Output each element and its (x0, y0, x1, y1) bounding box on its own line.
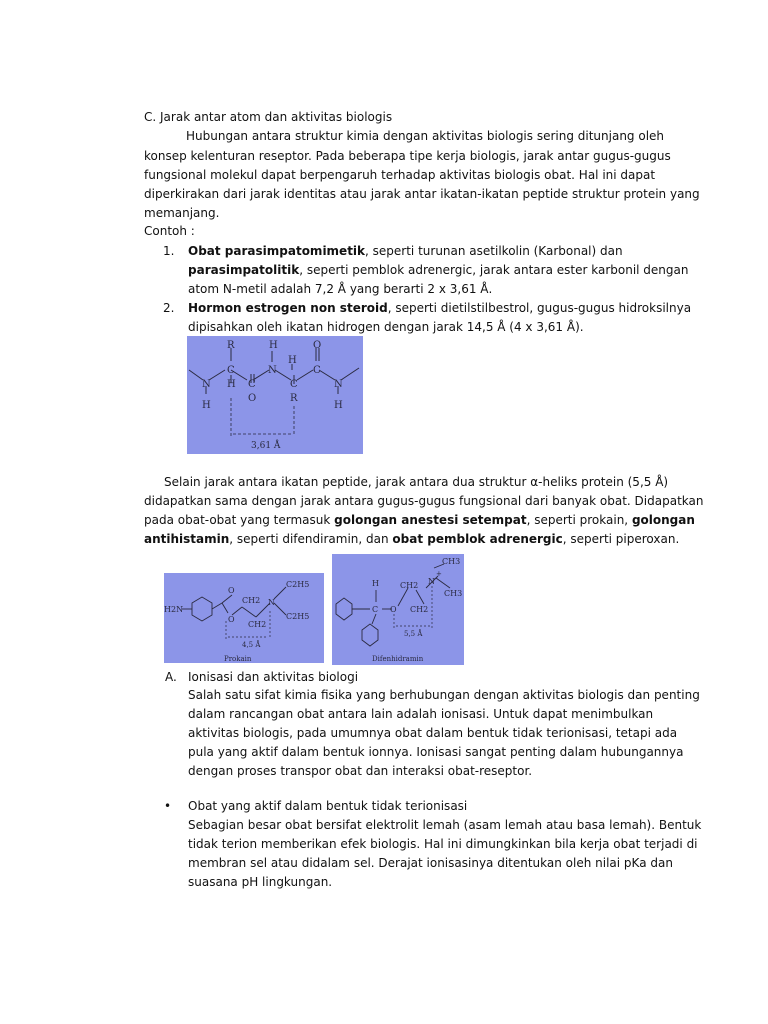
paragraph-line (144, 530, 679, 549)
figure-caption: Difenhidramin (372, 655, 424, 663)
atom-label: CH2 (248, 620, 267, 629)
atom-label: H (334, 400, 343, 411)
atom-label: H (288, 355, 297, 366)
atom-label: CH3 (442, 557, 461, 566)
charge-label: + (436, 570, 442, 578)
bold-term: golongan (631, 513, 695, 527)
distance-label: 4,5 Å (242, 641, 261, 649)
list-text: , seperti dietilstilbestrol, gugus-gugus hidroksilnya (387, 301, 692, 315)
paragraph-line: Selain jarak antara ikatan peptide, jarak antara dua struktur α-heliks protein (5,5 Å) (164, 475, 669, 489)
list-item-line (188, 261, 688, 280)
atom-label: O (228, 586, 235, 595)
atom-label: C (372, 605, 379, 614)
atom-label: O (248, 393, 257, 404)
atom-label: H2N (164, 605, 184, 614)
atom-label: N (202, 379, 211, 390)
atom-label: H (372, 579, 379, 588)
atom-label: H (202, 400, 211, 411)
atom-label: H (227, 379, 236, 390)
list-item-line: dipisahkan oleh ikatan hidrogen dengan jarak 14,5 Å (4 x 3,61 Å). (188, 320, 584, 334)
paragraph-line: membran sel atau didalam sel. Derajat ionisasinya ditentukan oleh nilai pKa dan (188, 856, 673, 870)
list-item-line (188, 242, 623, 261)
bold-term: Obat parasimpatomimetik (188, 244, 366, 258)
atom-label: C (290, 379, 298, 390)
paragraph-line: aktivitas biologis, pada umumnya obat dalam bentuk tidak terionisasi, tetapi ada (188, 726, 678, 740)
text-span: , seperti difendiramin, dan (229, 532, 393, 546)
atom-label: C (227, 365, 235, 376)
procaine-structure (164, 573, 324, 663)
bold-term: parasimpatolitik (188, 263, 300, 277)
paragraph-line: memanjang. (144, 206, 220, 220)
atom-label: O (313, 340, 322, 351)
atom-label: CH2 (410, 605, 429, 614)
bold-term: golongan anestesi setempat (334, 513, 527, 527)
atom-label: N (268, 598, 275, 607)
atom-label: H (269, 340, 278, 351)
paragraph-line: tidak terion memberikan efek biologis. Hal ini dimungkinkan bila kerja obat terjadi di (188, 837, 698, 851)
text-span: pada obat-obat yang termasuk (144, 513, 335, 527)
atom-label: C2H5 (286, 580, 310, 589)
list-item-line (188, 299, 691, 318)
atom-label: CH3 (444, 589, 463, 598)
atom-label: C2H5 (286, 612, 310, 621)
atom-label: C (248, 379, 256, 390)
section-marker: A. (165, 670, 177, 684)
list-text: , seperti turunan asetilkolin (Karbonal) dan (365, 244, 623, 258)
paragraph-line: Salah satu sifat kimia fisika yang berhubungan dengan aktivitas biologis dan penting (188, 688, 700, 702)
list-text: , seperti pemblok adrenergic, jarak antara ester karbonil dengan (299, 263, 689, 277)
paragraph-line: dalam rancangan obat antara lain adalah ionisasi. Untuk dapat menimbulkan (188, 707, 654, 721)
list-number: 2. (163, 301, 175, 315)
paragraph-line: suasana pH lingkungan. (188, 875, 333, 889)
atom-label: O (228, 615, 235, 624)
list-item-line: atom N-metil adalah 7,2 Å yang berarti 2 x 3,61 Å. (188, 282, 493, 296)
text-span: , seperti piperoxan. (562, 532, 680, 546)
distance-label: 5,5 Å (404, 630, 423, 638)
peptide-figure (187, 336, 363, 454)
paragraph-line: dengan proses transpor obat dan interaksi obat-reseptor. (188, 764, 533, 778)
bullet-heading: Obat yang aktif dalam bentuk tidak terionisasi (188, 799, 468, 813)
text-span: , seperti prokain, (526, 513, 632, 527)
distance-label: 3,61 Å (251, 441, 281, 451)
contoh-label: Contoh : (144, 224, 195, 238)
atom-label: O (390, 605, 397, 614)
figure-caption: Prokain (224, 655, 252, 663)
bold-term: Hormon estrogen non steroid (188, 301, 388, 315)
diphenhydramine-structure (332, 554, 464, 665)
paragraph-line: konsep kelenturan reseptor. Pada beberapa tipe kerja biologis, jarak antar gugus-gugus (144, 149, 671, 163)
atom-label: N (334, 379, 343, 390)
bullet-marker: • (164, 799, 172, 813)
paragraph-line: pula yang aktif dalam bentuk ionnya. Ionisasi sangat penting dalam hubungannya (188, 745, 684, 759)
atom-label: R (290, 393, 298, 404)
section-c-heading: C. Jarak antar atom dan aktivitas biologis (144, 110, 393, 124)
bold-term: obat pemblok adrenergic (392, 532, 563, 546)
atom-label: N (268, 365, 277, 376)
paragraph-line: didapatkan sama dengan jarak antara gugus-gugus fungsional dari banyak obat. Didapatkan (144, 494, 704, 508)
paragraph-line: diperkirakan dari jarak identitas atau jarak antar ikatan-ikatan peptide struktur protein yang (144, 187, 700, 201)
peptide-structure (187, 336, 363, 454)
atom-label: R (227, 340, 235, 351)
section-a-heading: Ionisasi dan aktivitas biologi (188, 670, 359, 684)
atom-label: CH2 (400, 581, 419, 590)
list-number: 1. (163, 244, 175, 258)
atom-label: CH2 (242, 596, 261, 605)
atom-label: C (313, 365, 321, 376)
paragraph-line (144, 511, 695, 530)
procaine-figure (164, 573, 324, 663)
atom-label: N (428, 577, 435, 586)
bold-term: antihistamin (144, 532, 230, 546)
paragraph-line: Hubungan antara struktur kimia dengan aktivitas biologis sering ditunjang oleh (186, 129, 665, 143)
paragraph-line: fungsional molekul dapat berpengaruh terhadap aktivitas biologis obat. Hal ini dapat (144, 168, 656, 182)
diphenhydramine-figure (332, 554, 464, 665)
paragraph-line: Sebagian besar obat bersifat elektrolit lemah (asam lemah atau basa lemah). Bentuk (188, 818, 702, 832)
